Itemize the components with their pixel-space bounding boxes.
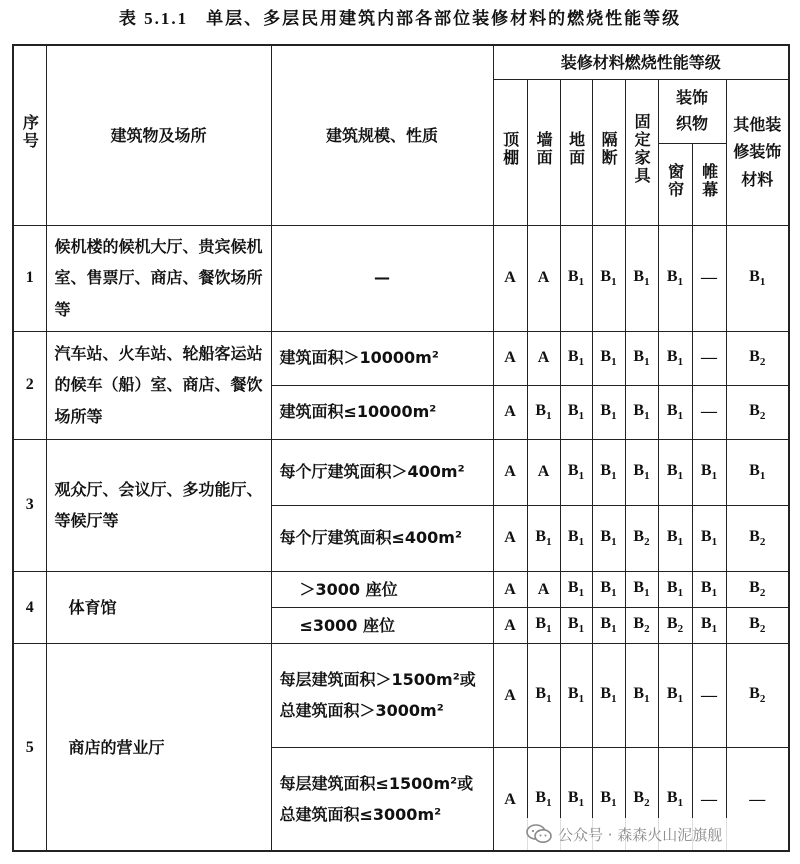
grade-curtain: $B_1$ — [658, 643, 692, 747]
grade-other: $B_1$ — [726, 439, 789, 505]
grade-floor: $B_1$ — [560, 747, 592, 851]
grade-wall: A — [527, 571, 560, 607]
header-seq — [13, 45, 46, 225]
header-textiles-text: 装饰织物 — [675, 88, 708, 133]
grade-drape: — — [692, 747, 726, 851]
grade-curtain: $B_2$ — [658, 607, 692, 643]
table-number: 表 5.1.1 — [118, 9, 189, 28]
grade-floor: $B_1$ — [560, 643, 592, 747]
header-fixed-furniture-text: 固定家具 — [632, 112, 652, 185]
header-drape-text: 帷幕 — [699, 162, 719, 199]
grade-other: $B_2$ — [726, 505, 789, 571]
header-floor — [560, 79, 592, 225]
venue-cell: 体育馆 — [46, 571, 271, 643]
grade-other: $B_2$ — [726, 571, 789, 607]
grade-wall: $B_1$ — [527, 505, 560, 571]
grade-fixed-furniture: $B_2$ — [625, 607, 658, 643]
grade-curtain: $B_1$ — [658, 505, 692, 571]
grade-drape: — — [692, 643, 726, 747]
table-row — [13, 643, 789, 747]
grade-wall: A — [527, 439, 560, 505]
grade-fixed-furniture: $B_1$ — [625, 225, 658, 331]
grade-ceiling: A — [493, 225, 527, 331]
grade-drape: $B_1$ — [692, 607, 726, 643]
watermark — [520, 818, 728, 850]
grade-other: $B_1$ — [726, 225, 789, 331]
grade-fixed-furniture: $B_1$ — [625, 385, 658, 439]
grade-curtain: $B_1$ — [658, 385, 692, 439]
grade-wall: $B_1$ — [527, 607, 560, 643]
table-title — [0, 4, 800, 34]
grade-floor: $B_1$ — [560, 571, 592, 607]
grade-wall: A — [527, 225, 560, 331]
grade-partition: $B_1$ — [592, 571, 625, 607]
scale-cell: — — [271, 225, 493, 331]
grade-drape: — — [692, 331, 726, 385]
header-partition — [592, 79, 625, 225]
grade-ceiling: A — [493, 571, 527, 607]
grade-partition: $B_1$ — [592, 439, 625, 505]
scale-cell: 每个厅建筑面积＞400m² — [271, 439, 493, 505]
grade-drape: — — [692, 385, 726, 439]
grade-partition: $B_1$ — [592, 385, 625, 439]
grade-other: $B_2$ — [726, 385, 789, 439]
grade-curtain: $B_1$ — [658, 571, 692, 607]
header-wall-text: 墙面 — [534, 130, 554, 167]
row-number: 2 — [13, 331, 46, 439]
wechat-icon — [526, 823, 552, 845]
fire-rating-table — [12, 44, 790, 852]
grade-wall: A — [527, 331, 560, 385]
grade-ceiling: A — [493, 439, 527, 505]
grade-other: $B_2$ — [726, 331, 789, 385]
table-title-text: 单层、多层民用建筑内部各部位装修材料的燃烧性能等级 — [206, 9, 682, 29]
venue-cell: 观众厅、会议厅、多功能厅、等候厅等 — [46, 439, 271, 571]
grade-wall: $B_1$ — [527, 385, 560, 439]
grade-ceiling: A — [493, 643, 527, 747]
grade-fixed-furniture: $B_1$ — [625, 571, 658, 607]
header-fixed-furniture — [625, 79, 658, 225]
grade-fixed-furniture: $B_2$ — [625, 747, 658, 851]
header-other — [726, 79, 789, 225]
scale-cell: 建筑面积≤10000m² — [271, 385, 493, 439]
header-curtain-text: 窗帘 — [665, 162, 685, 199]
grade-ceiling: A — [493, 331, 527, 385]
grade-drape: $B_1$ — [692, 439, 726, 505]
header-drape — [692, 143, 726, 225]
scale-cell: ≤3000 座位 — [271, 607, 493, 643]
table-row — [13, 331, 789, 385]
grade-curtain: $B_1$ — [658, 747, 692, 851]
table-row — [13, 225, 789, 331]
grade-curtain: $B_1$ — [658, 331, 692, 385]
venue-cell: 汽车站、火车站、轮船客运站的候车（船）室、商店、餐饮场所等 — [46, 331, 271, 439]
grade-wall: $B_1$ — [527, 747, 560, 851]
scale-cell: 建筑面积＞10000m² — [271, 331, 493, 385]
grade-partition: $B_1$ — [592, 331, 625, 385]
table-row — [13, 439, 789, 505]
header-grade-group: 装修材料燃烧性能等级 — [493, 45, 789, 79]
row-number: 5 — [13, 643, 46, 851]
grade-floor: $B_1$ — [560, 331, 592, 385]
grade-drape: — — [692, 225, 726, 331]
scale-cell: 每层建筑面积≤1500m²或总建筑面积≤3000m² — [271, 747, 493, 851]
grade-floor: $B_1$ — [560, 439, 592, 505]
grade-curtain: $B_1$ — [658, 439, 692, 505]
watermark-text: 公众号 · 森森火山泥旗舰 — [558, 825, 723, 844]
header-venue: 建筑物及场所 — [46, 45, 271, 225]
grade-ceiling: A — [493, 607, 527, 643]
header-curtain — [658, 143, 692, 225]
grade-floor: $B_1$ — [560, 607, 592, 643]
header-ceiling-text: 顶棚 — [500, 130, 520, 167]
grade-wall: $B_1$ — [527, 643, 560, 747]
row-number: 4 — [13, 571, 46, 643]
grade-other: — — [726, 747, 789, 851]
grade-partition: $B_1$ — [592, 505, 625, 571]
header-other-text: 其他装修装饰材料 — [733, 115, 782, 189]
header-ceiling — [493, 79, 527, 225]
header-seq-text: 序号 — [20, 114, 40, 151]
header-scale: 建筑规模、性质 — [271, 45, 493, 225]
row-number: 3 — [13, 439, 46, 571]
grade-fixed-furniture: $B_2$ — [625, 505, 658, 571]
venue-cell: 商店的营业厅 — [46, 643, 271, 851]
grade-partition: $B_1$ — [592, 643, 625, 747]
table-row — [13, 571, 789, 607]
header-floor-text: 地面 — [566, 130, 586, 167]
grade-other: $B_2$ — [726, 607, 789, 643]
grade-floor: $B_1$ — [560, 385, 592, 439]
grade-curtain: $B_1$ — [658, 225, 692, 331]
header-textiles — [658, 79, 726, 143]
grade-partition: $B_1$ — [592, 225, 625, 331]
grade-drape: $B_1$ — [692, 505, 726, 571]
grade-floor: $B_1$ — [560, 505, 592, 571]
grade-drape: $B_1$ — [692, 571, 726, 607]
scale-cell: 每层建筑面积＞1500m²或总建筑面积＞3000m² — [271, 643, 493, 747]
header-partition-text: 隔断 — [599, 130, 619, 167]
venue-cell: 候机楼的候机大厅、贵宾候机室、售票厅、商店、餐饮场所等 — [46, 225, 271, 331]
grade-ceiling: A — [493, 385, 527, 439]
grade-other: $B_2$ — [726, 643, 789, 747]
grade-fixed-furniture: $B_1$ — [625, 439, 658, 505]
row-number: 1 — [13, 225, 46, 331]
grade-partition: $B_1$ — [592, 607, 625, 643]
grade-ceiling: A — [493, 747, 527, 851]
grade-fixed-furniture: $B_1$ — [625, 643, 658, 747]
grade-ceiling: A — [493, 505, 527, 571]
grade-floor: $B_1$ — [560, 225, 592, 331]
scale-cell: 每个厅建筑面积≤400m² — [271, 505, 493, 571]
grade-fixed-furniture: $B_1$ — [625, 331, 658, 385]
grade-partition: $B_1$ — [592, 747, 625, 851]
header-wall — [527, 79, 560, 225]
scale-cell: ＞3000 座位 — [271, 571, 493, 607]
